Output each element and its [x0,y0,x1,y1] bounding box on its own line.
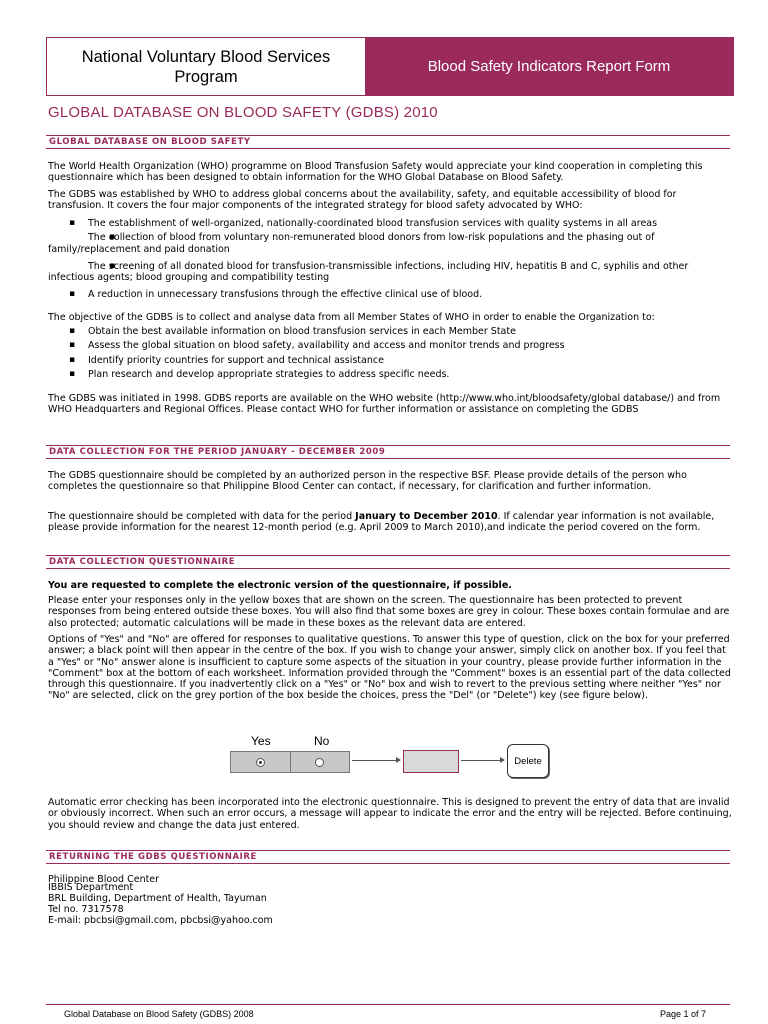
period-paragraph-1: The GDBS questionnaire should be completed by an authorized person in the respective BSF. Please provide details of the person who completes the questionnaire so that Philippine Blood Center can contact, if necessary, for clarification and further information. [48,470,687,493]
questionnaire-paragraph-1: Please enter your responses only in the yellow boxes that are shown on the screen. The questionnaire has been protected to prevent responses from being entered outside these boxes. You will also find that some boxes are grey in colour. These boxes contain formulae and are also protected; automatic calculations will be made in these boxes as the relevant data are entered. [48,595,730,629]
gdbs-website-paragraph: The GDBS was initiated in 1998. GDBS reports are available on the WHO website (http://www.who.int/bloodsafety/global database/) and from WHO Headquarters and Regional Offices. Please contact WHO for further information or assistance on completing the GDBS [48,393,721,416]
figure-no-label: No [314,734,330,748]
contact-org: Philippine Blood Center [48,874,160,885]
radio-yes-icon [256,758,265,767]
radio-no-icon [315,758,324,767]
footer-divider [46,1004,730,1005]
footer-page-number: Page 1 of 7 [659,1009,706,1019]
gdbs-established-paragraph: The GDBS was established by WHO to address global concerns about the availability, safety, and equitable accessibility of blood for transfusion. It covers the four major components of the integrated strategy for blood safety advocated by WHO: [48,189,677,212]
period-dates: January to December 2010 [355,511,498,522]
list-item: ▪ The screening of all donated blood for transfusion-transmissible infections, including HIV, hepatitis B and C, syphilis and other infectious agents; blood grouping and compatibility testing [48,261,728,284]
section-header-gdbs: GLOBAL DATABASE ON BLOOD SAFETY [46,135,730,149]
questionnaire-paragraph-2: Options of "Yes" and "No" are offered for responses to qualitative questions. To answer this type of question, click on the box for your preferred answer; a black point will then appear in the centre of the box. If you wish to change your answer, simply click on another box. If you feel that a "Yes" or "No" answer alone is insufficient to capture some aspects of the situation in your country, please provide further information in the "Comment" box at the bottom of each worksheet. Information provided through the "Comment" boxes is an essential part of the data collected through this questionnaire. If you inadvertently click on a "Yes" or "No" box and wish to revert to the previous setting where neither "Yes" nor "No" are selected, click on the grey portion of the box beside the choices, press the "Del" (or "Delete") key (see figure below). [48,634,731,702]
components-list [48,218,728,301]
list-item: ▪ Plan research and develop appropriate strategies to address specific needs. [48,369,728,380]
gdbs-intro-paragraph: The World Health Organization (WHO) programme on Blood Transfusion Safety would appreciate your kind cooperation in completing this questionnaire which has been designed to obtain information for the WHO Global Database on Blood Safety. [48,161,703,184]
contact-dept: IBBIS Department [48,882,134,894]
no-option [291,752,350,772]
list-item: ▪ Identify priority countries for support and technical assistance [48,355,728,366]
list-item: ▪ The establishment of well-organized, nationally-coordinated blood transfusion services with quality systems in all areas [48,218,728,229]
footer-document-name: Global Database on Blood Safety (GDBS) 2008 [64,1009,254,1019]
contact-tel: Tel no. 7317578 [48,904,124,916]
page-title: GLOBAL DATABASE ON BLOOD SAFETY (GDBS) 2010 [48,104,438,121]
objectives-list [48,326,728,380]
gdbs-objective-paragraph: The objective of the GDBS is to collect and analyse data from all Member States of WHO in order to enable the Organization to: [48,312,655,323]
section-header-returning: RETURNING THE GDBS QUESTIONNAIRE [46,850,730,864]
section-header-questionnaire: DATA COLLECTION QUESTIONNAIRE [46,555,730,569]
yes-option [231,752,291,772]
arrow-right-icon [352,760,400,761]
grey-portion-box [403,750,459,773]
contact-address: BRL Building, Department of Health, Tayuman [48,893,267,905]
delete-key-icon: Delete [507,744,549,778]
figure-yes-label: Yes [251,734,271,748]
form-title: Blood Safety Indicators Report Form [365,38,733,95]
list-item: ▪ Assess the global situation on blood safety, availability and access and monitor trends and progress [48,340,728,351]
questionnaire-lead: You are requested to complete the electronic version of the questionnaire, if possible. [48,580,512,591]
list-item: ▪ The collection of blood from voluntary non-remunerated blood donors from low-risk populations and the phasing out of family/replacement and paid donation [48,232,728,255]
contact-block [48,874,273,926]
questionnaire-paragraph-3: Automatic error checking has been incorporated into the electronic questionnaire. This is designed to prevent the entry of data that are invalid or obviously incorrect. When such an error occurs, a message will appear to indicate the error and the entry will be rejected. Before continuing, you should review and change the data just entered. [48,797,732,831]
program-name: National Voluntary Blood Services Program [47,38,365,95]
list-item: ▪ Obtain the best available information on blood transfusion services in each Member State [48,326,728,337]
yes-no-radio-group [230,751,350,773]
contact-email: E-mail: pbcbsi@gmail.com, pbcbsi@yahoo.com [48,915,273,927]
arrow-right-icon [461,760,504,761]
form-header [46,37,734,96]
section-header-period: DATA COLLECTION FOR THE PERIOD JANUARY - DECEMBER 2009 [46,445,730,459]
list-item: ▪ A reduction in unnecessary transfusions through the effective clinical use of blood. [48,289,728,300]
period-paragraph-2: The questionnaire should be completed with data for the period January to December 2010. If calendar year information is not available, please provide information for the nearest 12-month period (e.g. April 2009 to March 2010),and indicate the period covered on the form. [48,511,715,534]
